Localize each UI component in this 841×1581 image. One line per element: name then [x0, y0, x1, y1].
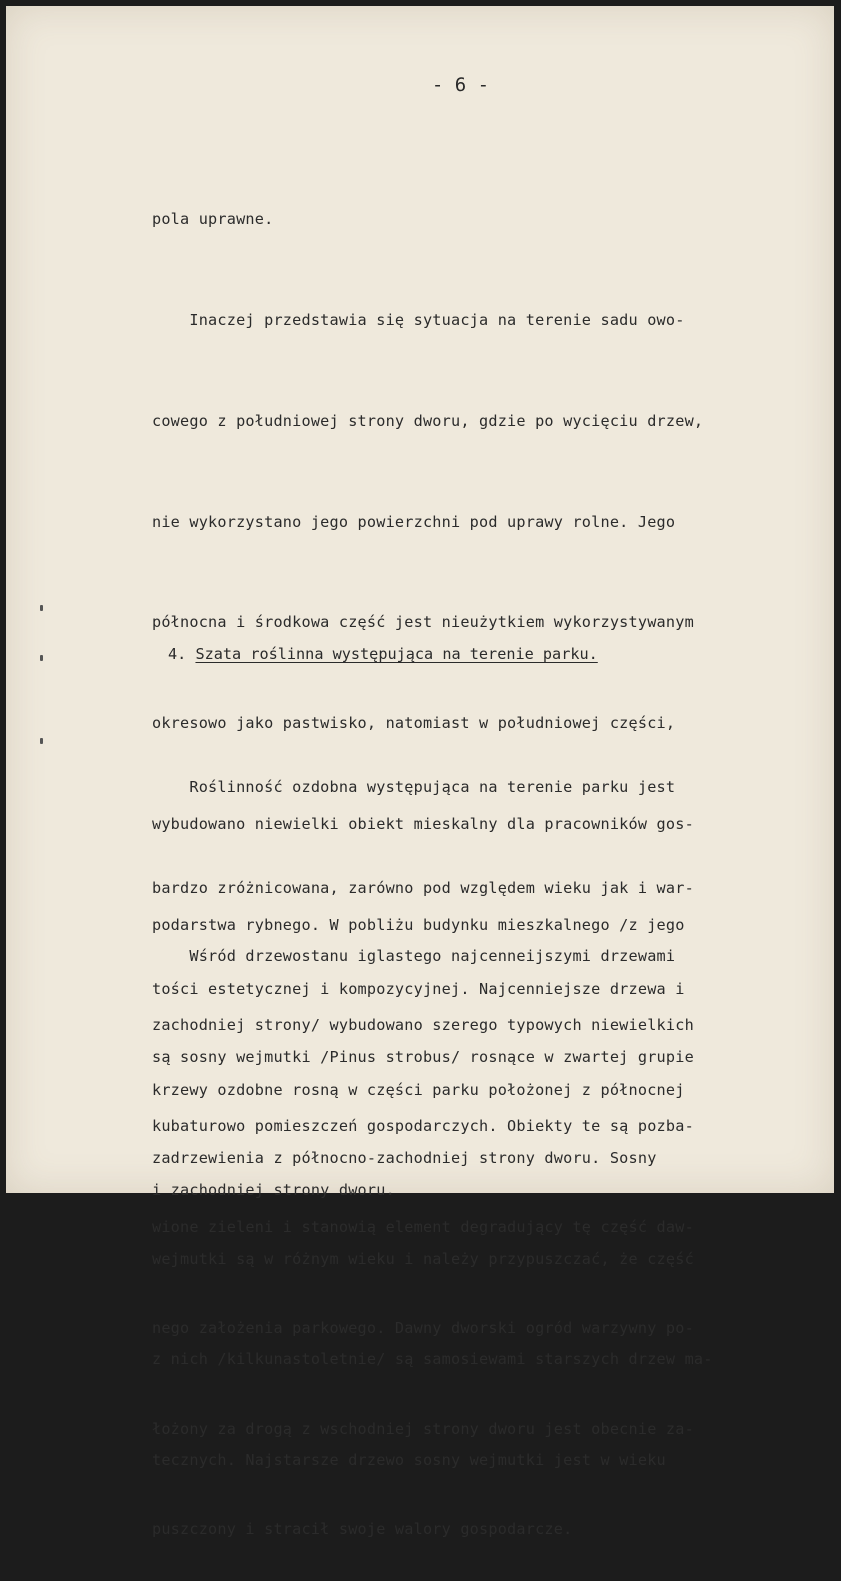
- text-line: Inaczej przedstawia się sytuacja na terenie sadu owo-: [152, 310, 685, 329]
- text-line: wione zieleni i stanowią element degradujący tę część daw-: [152, 1218, 694, 1236]
- text-line: kubaturowo pomieszczeń gospodarczych. Obiekty te są pozba-: [152, 1117, 694, 1136]
- text-line: tości estetycznej i kompozycyjnej. Najcenniejsze drzewa i: [152, 979, 685, 998]
- text-line: nego założenia parkowego. Dawny dworski ogród warzywny po-: [152, 1318, 694, 1337]
- text-line: bardzo zróżnicowana, zarówno pod względem wieku jak i war-: [152, 878, 694, 897]
- text-line: z nich /kilkunastoletnie/ są samosiewami starszych drzew ma-: [152, 1350, 713, 1369]
- margin-mark: [40, 655, 43, 661]
- text-line: łożony za drogą z wschodniej strony dworu jest obecnie za-: [152, 1419, 694, 1438]
- section-title: Szata roślinna występująca na terenie parku.: [195, 645, 598, 663]
- text-line: są sosny wejmutki /Pinus strobus/ rosnące w zwartej grupie: [152, 1047, 694, 1066]
- text-line: puszczony i stracił swoje walory gospodarcze.: [152, 1520, 573, 1539]
- section-number: 4.: [168, 645, 187, 663]
- text-line: nie wykorzystano jego powierzchni pod uprawy rolne. Jego: [152, 512, 676, 531]
- text-line: pola uprawne.: [152, 210, 274, 229]
- text-line: północna i środkowa część jest nieużytkiem wykorzystywanym: [152, 613, 694, 632]
- margin-mark: [40, 605, 43, 611]
- text-line: wejmutki są w różnym wieku i należy przypuszczać, że część: [152, 1249, 694, 1268]
- text-line: zadrzewienia z północno-zachodniej strony dworu. Sosny: [152, 1148, 657, 1167]
- paragraph-block-3: [152, 873, 772, 1511]
- page-number: - 6 -: [431, 74, 490, 96]
- text-line: Wśród drzewostanu iglastego najcenneijszymi drzewami: [152, 947, 676, 966]
- margin-mark: [40, 738, 43, 744]
- text-line: okresowo jako pastwisko, natomiast w południowej części,: [152, 714, 676, 733]
- text-line: krzewy ozdobne rosną w części parku położonej z północnej: [152, 1080, 685, 1099]
- text-line: tecznych. Najstarsze drzewo sosny wejmutki jest w wieku: [152, 1451, 666, 1470]
- text-line: i zachodniej strony dworu.: [152, 1181, 395, 1200]
- text-line: zachodniej strony/ wybudowano szerego typowych niewielkich: [152, 1016, 694, 1035]
- text-line: podarstwa rybnego. W pobliżu budynku mieszkalnego /z jego: [152, 915, 685, 934]
- text-line: Roślinność ozdobna występująca na terenie parku jest: [152, 778, 676, 797]
- text-line: wybudowano niewielki obiekt mieskalny dla pracowników gos-: [152, 814, 694, 833]
- section-heading: [168, 645, 598, 663]
- text-line: cowego z południowej strony dworu, gdzie po wycięciu drzew,: [152, 411, 704, 430]
